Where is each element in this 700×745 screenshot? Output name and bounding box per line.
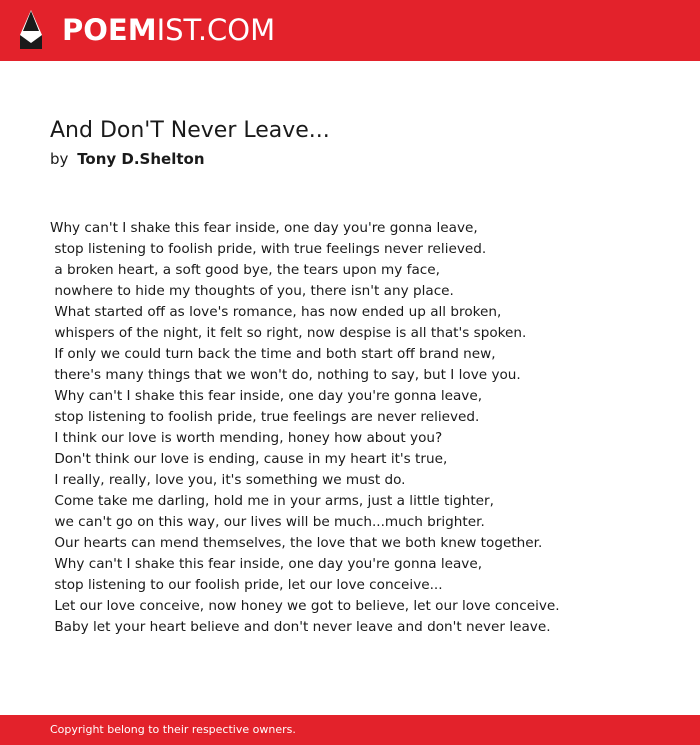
poem-line: If only we could turn back the time and both start off brand new, [50, 346, 496, 362]
poem-line: Let our love conceive, now honey we got to believe, let our love conceive. [50, 598, 560, 614]
poem-line: stop listening to our foolish pride, let our love conceive... [50, 577, 443, 593]
poem-title: And Don'T Never Leave... [50, 118, 330, 143]
poem-line: a broken heart, a soft good bye, the tears upon my face, [50, 262, 440, 278]
poem-line: What started off as love's romance, has now ended up all broken, [50, 304, 502, 320]
site-header [0, 0, 700, 61]
pencil-tip-icon[interactable] [18, 9, 44, 51]
copyright-text: Copyright belong to their respective owners. [50, 723, 296, 736]
poem-line: we can't go on this way, our lives will be much...much brighter. [50, 514, 485, 530]
poem-line: Come take me darling, hold me in your arms, just a little tighter, [50, 493, 494, 509]
poem-line: Why can't I shake this fear inside, one day you're gonna leave, [50, 556, 483, 572]
poem-line: stop listening to foolish pride, with true feelings never relieved. [50, 241, 487, 257]
byline [50, 149, 205, 169]
poem-line: there's many things that we won't do, nothing to say, but I love you. [50, 367, 521, 383]
poem-line: I think our love is worth mending, honey how about you? [50, 430, 443, 446]
poem-line: Don't think our love is ending, cause in my heart it's true, [50, 451, 448, 467]
poem-line: nowhere to hide my thoughts of you, there isn't any place. [50, 283, 454, 299]
poem-line: Why can't I shake this fear inside, one day you're gonna leave, [50, 388, 483, 404]
poem-line: Why can't I shake this fear inside, one day you're gonna leave, [50, 220, 478, 236]
by-label: by [50, 150, 69, 168]
poem-line: stop listening to foolish pride, true feelings are never relieved. [50, 409, 480, 425]
poem-line: whispers of the night, it felt so right, now despise is all that's spoken. [50, 325, 527, 341]
poem-line: Our hearts can mend themselves, the love that we both knew together. [50, 535, 543, 551]
author-name: Tony D.Shelton [77, 150, 205, 168]
site-footer [0, 715, 700, 745]
logo-text-bold: POEM [62, 13, 157, 47]
poem-body [50, 218, 670, 638]
logo-text-light: IST.COM [156, 13, 276, 47]
site-logo[interactable] [62, 13, 275, 47]
poem-line: I really, really, love you, it's something we must do. [50, 472, 406, 488]
poem-line: Baby let your heart believe and don't never leave and don't never leave. [50, 619, 551, 635]
